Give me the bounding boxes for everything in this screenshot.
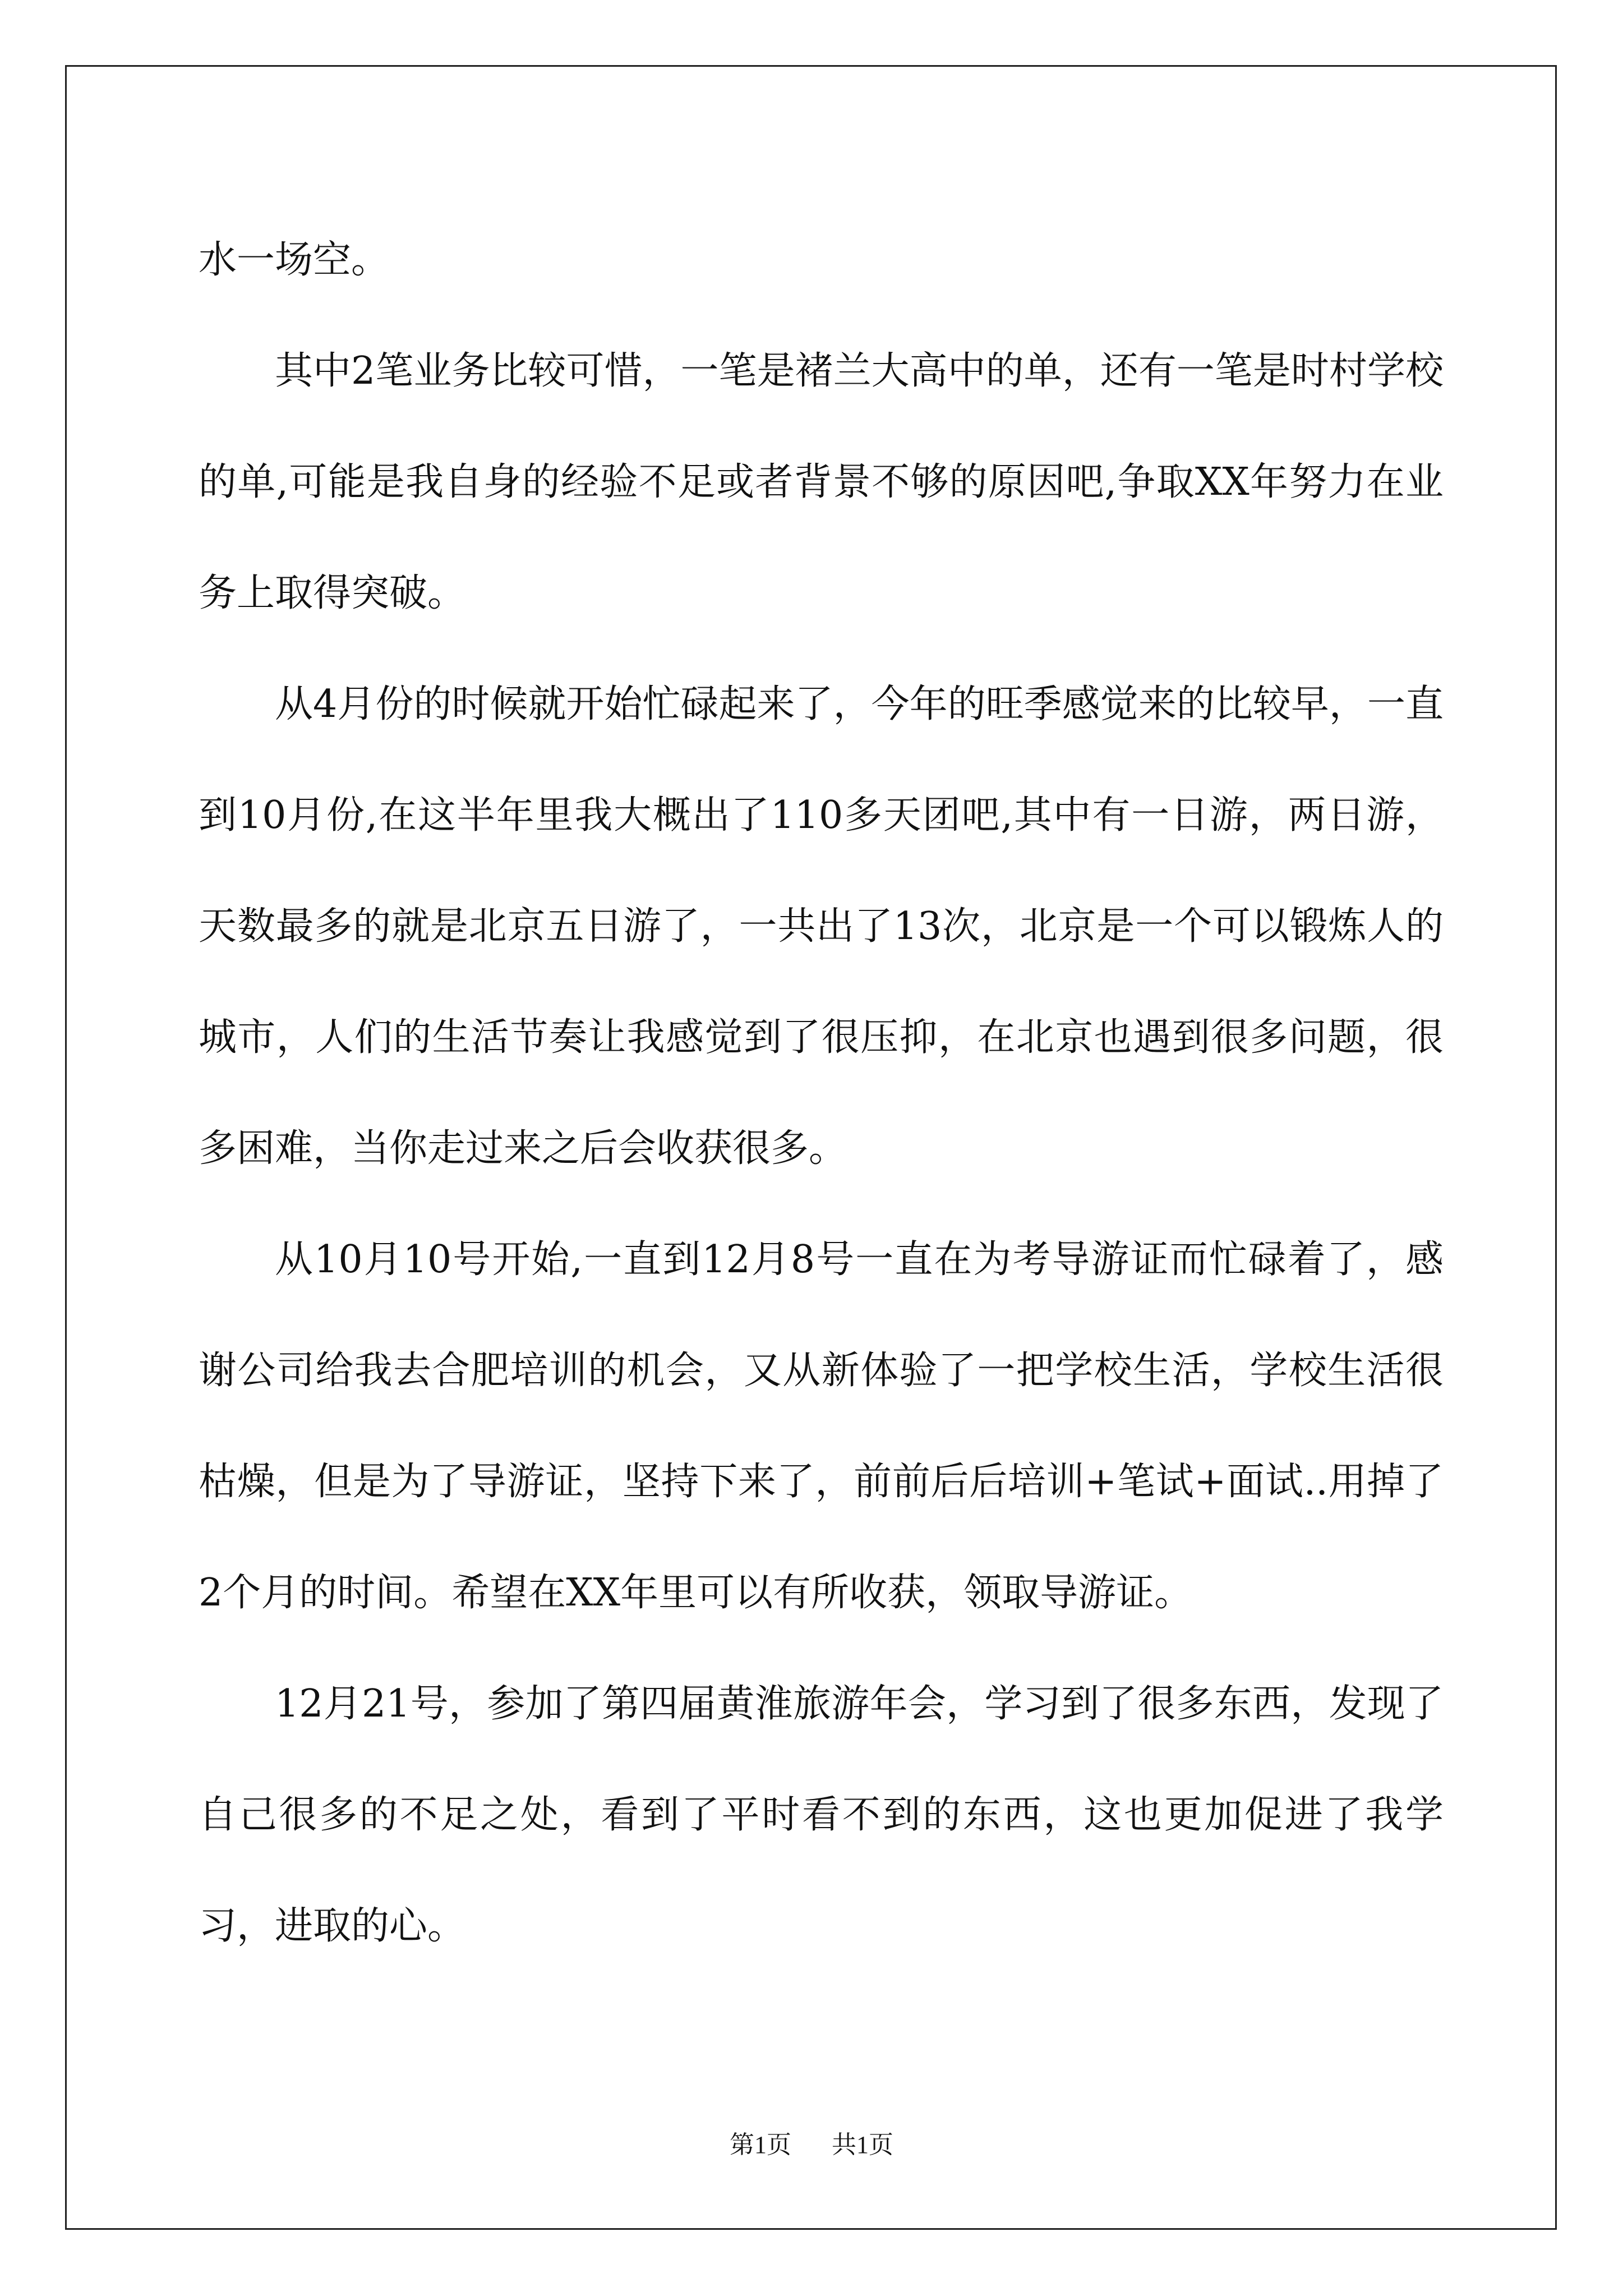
paragraph: 12月21号，参加了第四届黄淮旅游年会，学习到了很多东西，发现了自己很多的不足之处，看到了平时看不到的东西，这也更加促进了我学习，进取的心。	[199, 1682, 1444, 1948]
page-number-current: 第1页	[730, 2131, 791, 2159]
document-body	[199, 205, 1444, 1982]
paragraph: 从10月10号开始,一直到12月8号一直在为考导游证而忙碌着了，感谢公司给我去合肥培训的机会，又从新体验了一把学校生活，学校生活很枯燥，但是为了导游证，坚持下来了，前前后后培训+笔试+面试..用掉了2个月的时间。希望在XX年里可以有所收获，领取导游证。	[199, 1237, 1444, 1615]
page-footer	[0, 2124, 1623, 2160]
paragraph: 其中2笔业务比较可惜，一笔是褚兰大高中的单，还有一笔是时村学校的单,可能是我自身的经验不足或者背景不够的原因吧,争取XX年努力在业务上取得突破。	[199, 349, 1444, 615]
page-number-total: 共1页	[832, 2131, 893, 2159]
paragraph: 水一场空。	[199, 238, 390, 282]
paragraph: 从4月份的时候就开始忙碌起来了，今年的旺季感觉来的比较早，一直到10月份,在这半年里我大概出了110多天团吧,其中有一日游，两日游，天数最多的就是北京五日游了，一共出了13次，北京是一个可以锻炼人的城市，人们的生活节奏让我感觉到了很压抑，在北京也遇到很多问题，很多困难，当你走过来之后会收获很多。	[199, 682, 1444, 1171]
